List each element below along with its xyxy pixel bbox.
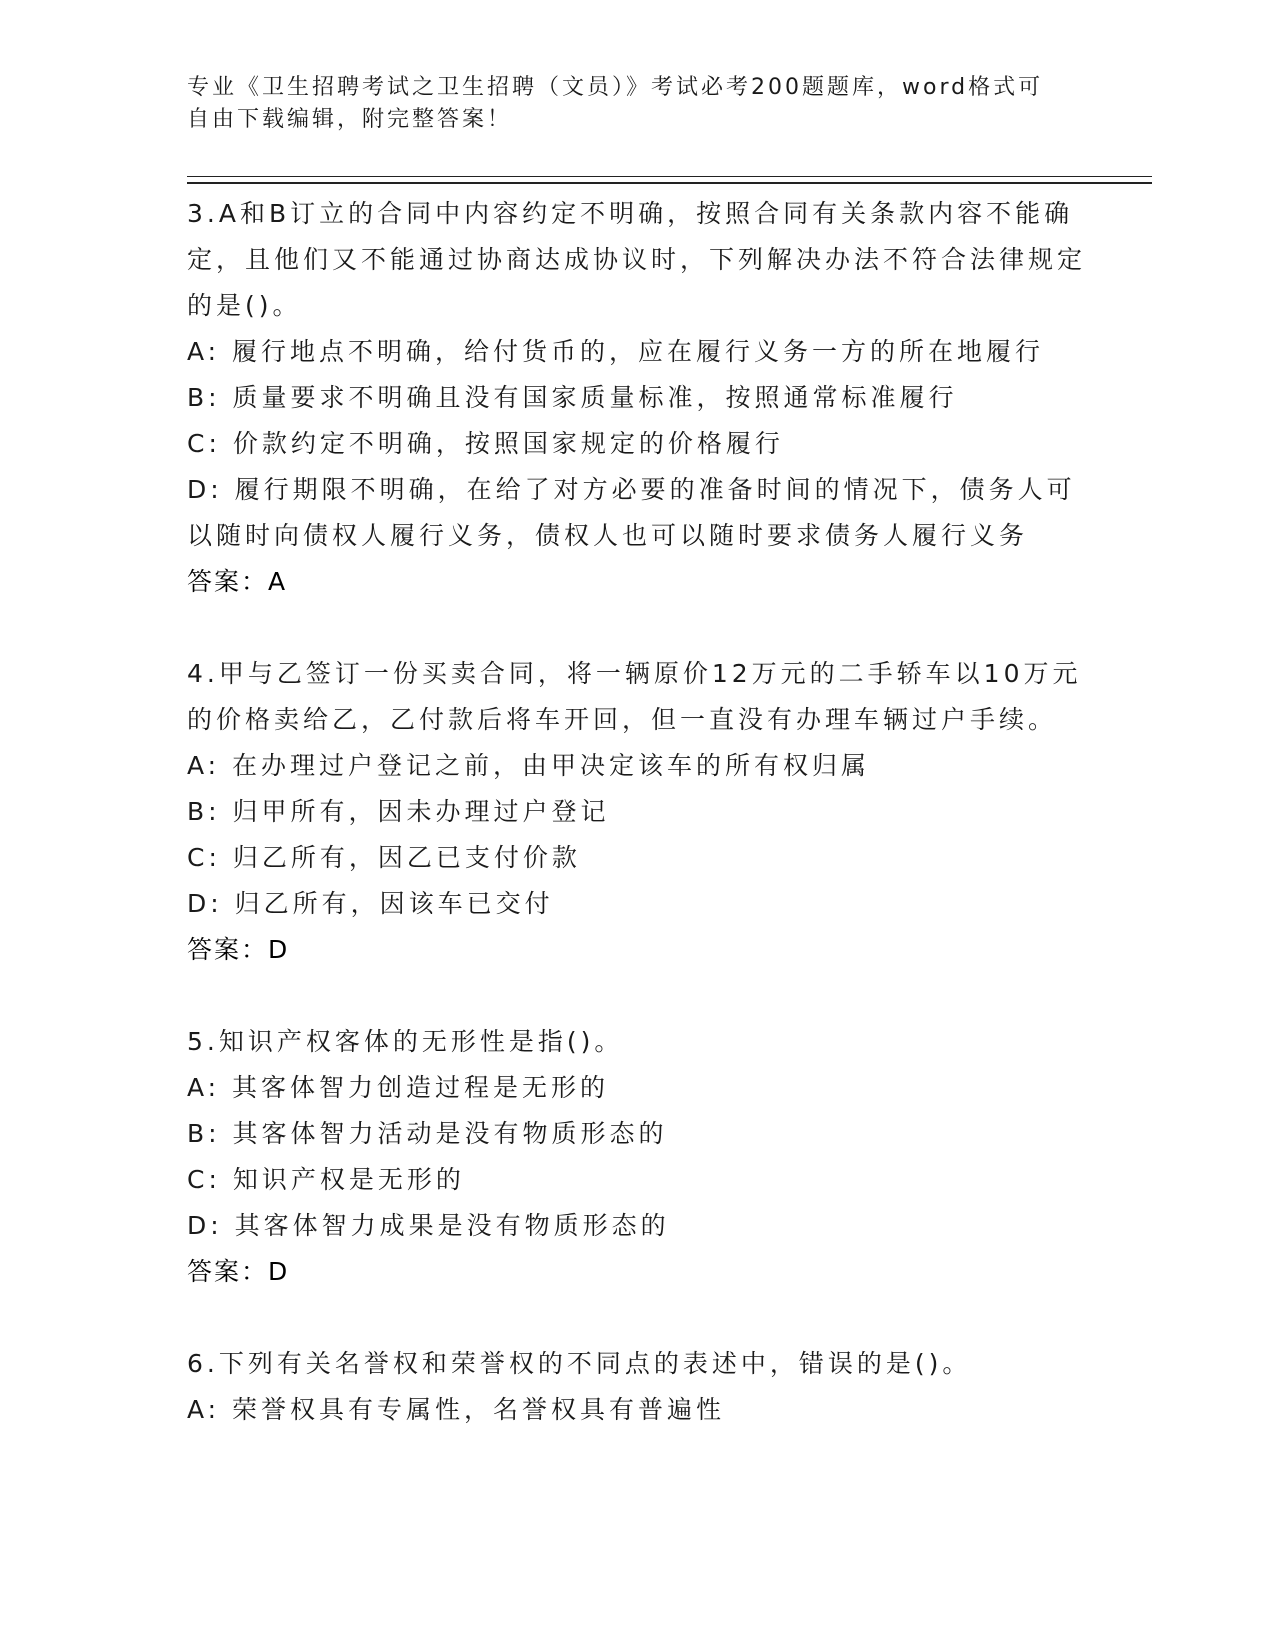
option-a: A: 其客体智力创造过程是无形的	[187, 1073, 610, 1102]
option-c: C: 归乙所有，因乙已支付价款	[187, 843, 581, 872]
spacer	[187, 605, 1087, 651]
question-block	[187, 1341, 1087, 1433]
question-block	[187, 191, 1087, 605]
option-b: B: 归甲所有，因未办理过户登记	[187, 797, 610, 826]
spacer	[187, 973, 1087, 1019]
question-stem: 5.知识产权客体的无形性是指()。	[187, 1027, 624, 1056]
spacer	[187, 1295, 1087, 1341]
question-block	[187, 1019, 1087, 1295]
option-c: C: 价款约定不明确，按照国家规定的价格履行	[187, 429, 784, 458]
option-a: A: 履行地点不明确，给付货币的，应在履行义务一方的所在地履行	[187, 337, 1045, 366]
answer-line: 答案：A	[187, 567, 288, 596]
option-d: D: 其客体智力成果是没有物质形态的	[187, 1211, 670, 1240]
option-c: C: 知识产权是无形的	[187, 1165, 465, 1194]
header-divider-thin	[187, 176, 1152, 177]
answer-line: 答案：D	[187, 1257, 290, 1286]
document-header: 专业《卫生招聘考试之卫生招聘（文员）》考试必考200题题库，word格式可自由下载编辑，附完整答案！	[187, 75, 1044, 132]
option-b: B: 其客体智力活动是没有物质形态的	[187, 1119, 668, 1148]
header-divider-thick	[187, 182, 1152, 184]
option-a: A: 荣誉权具有专属性，名誉权具有普遍性	[187, 1395, 726, 1424]
question-stem: 6.下列有关名誉权和荣誉权的不同点的表述中，错误的是()。	[187, 1349, 972, 1378]
option-b: B: 质量要求不明确且没有国家质量标准，按照通常标准履行	[187, 383, 958, 412]
option-d: D: 归乙所有，因该车已交付	[187, 889, 554, 918]
option-d: D: 履行期限不明确，在给了对方必要的准备时间的情况下，债务人可以随时向债权人履行义务，债权人也可以随时要求债务人履行义务	[187, 475, 1076, 550]
question-stem: 3.A和B订立的合同中内容约定不明确，按照合同有关条款内容不能确定，且他们又不能通过协商达成协议时，下列解决办法不符合法律规定的是()。	[187, 199, 1087, 320]
question-list	[187, 191, 1087, 1433]
question-block	[187, 651, 1087, 973]
option-a: A: 在办理过户登记之前，由甲决定该车的所有权归属	[187, 751, 871, 780]
answer-line: 答案：D	[187, 935, 290, 964]
question-stem: 4.甲与乙签订一份买卖合同，将一辆原价12万元的二手轿车以10万元的价格卖给乙，乙付款后将车开回，但一直没有办理车辆过户手续。	[187, 659, 1082, 734]
